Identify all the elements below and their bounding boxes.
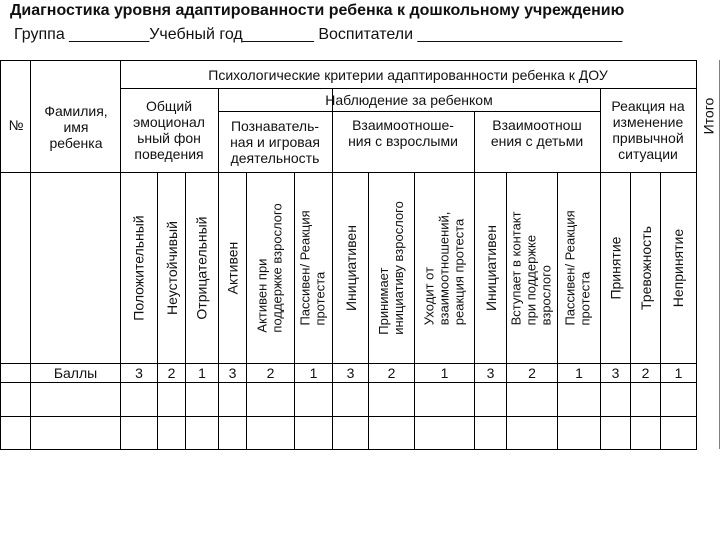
score-cell: 2 bbox=[387, 364, 396, 381]
subcol-anxiety: Тревожность bbox=[637, 226, 654, 310]
total-column-label: Итого bbox=[700, 97, 717, 135]
score-cell: 3 bbox=[228, 364, 237, 381]
score-cell: 3 bbox=[486, 364, 495, 381]
document-title: Диагностика уровня адаптированности ребенка к дошкольному учреждению bbox=[10, 2, 625, 19]
subcol-non-acceptance: Непринятие bbox=[670, 228, 687, 308]
score-cell: 1 bbox=[674, 364, 683, 381]
score-cell: 1 bbox=[309, 364, 318, 381]
score-cell: 1 bbox=[440, 364, 449, 381]
child-relations-header: Взаимоотнош ения с детьми bbox=[490, 116, 584, 149]
emotional-background-header: Общий эмоционал ьный фон поведения bbox=[133, 97, 205, 163]
subcol-passive-protest-1: Пассивен/ Реакция протеста bbox=[297, 210, 328, 326]
score-cell: 1 bbox=[198, 364, 206, 381]
scores-label: Баллы bbox=[53, 364, 98, 381]
subcol-initiative-children: Инициативен bbox=[482, 225, 499, 311]
subcol-active-with-support: Активен при поддержке взрослого bbox=[254, 203, 285, 333]
subcol-avoids-relations: Уходит от взаимоотношений, реакция протеста bbox=[421, 211, 466, 325]
document-subtitle: Группа _________Учебный год________ Воспитатели _______________________ bbox=[14, 26, 623, 43]
subcol-active: Активен bbox=[224, 241, 241, 295]
total-column-header bbox=[697, 60, 720, 172]
subcol-negative: Отрицательный bbox=[193, 216, 210, 320]
score-cell: 3 bbox=[135, 364, 143, 381]
score-cell: 3 bbox=[611, 364, 620, 381]
subcol-positive: Положительный bbox=[130, 215, 147, 321]
subcol-accepts-initiative: Принимает инициативу взрослого bbox=[375, 201, 406, 335]
score-cell: 2 bbox=[266, 364, 275, 381]
reaction-to-change-header: Реакция на изменение привычной ситуации bbox=[611, 97, 685, 163]
number-column-header: № bbox=[8, 116, 24, 133]
score-cell: 2 bbox=[167, 364, 176, 381]
score-cell: 3 bbox=[346, 364, 355, 381]
score-cell: 1 bbox=[575, 364, 583, 381]
observation-header: Наблюдение за ребенком bbox=[325, 91, 493, 108]
adult-relations-header: Взаимоотноше- ния с взрослыми bbox=[348, 116, 458, 149]
cognitive-activity-header: Познаватель- ная и игровая деятельность bbox=[230, 117, 320, 167]
subcol-contact-with-support: Вступает в контакт при поддержке взрослого bbox=[508, 211, 554, 325]
score-cell: 2 bbox=[641, 364, 650, 381]
subcol-acceptance: Принятие bbox=[607, 236, 624, 300]
subcol-unstable: Неустойчивый bbox=[163, 221, 180, 315]
criteria-header: Психологические критерии адаптированности ребенка к ДОУ bbox=[208, 66, 608, 83]
score-cell: 2 bbox=[528, 364, 536, 381]
subcol-passive-protest-2: Пассивен/ Реакция протеста bbox=[563, 210, 594, 326]
name-column-header: Фамилия, имя ребенка bbox=[44, 102, 108, 152]
subcol-initiative-adults: Инициативен bbox=[342, 225, 359, 311]
